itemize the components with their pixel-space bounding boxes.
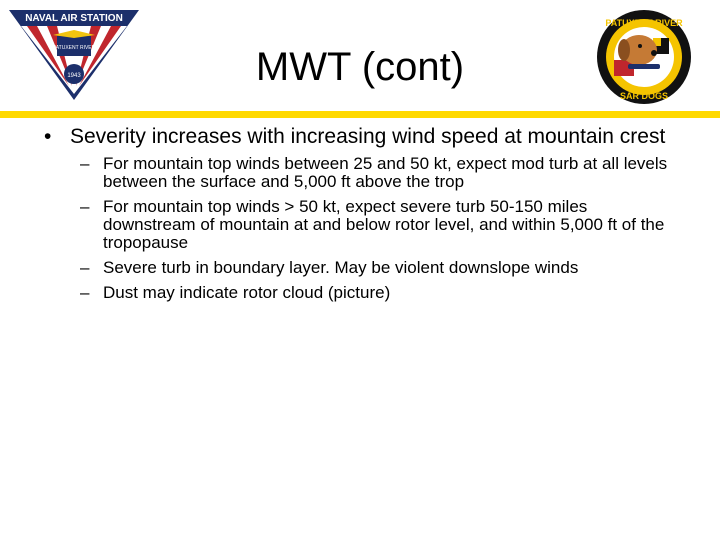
sub-bullet-dash: – (80, 154, 90, 173)
bullet-text: Severity increases with increasing wind speed at mountain crest (70, 125, 666, 148)
sub-bullet-item (30, 284, 678, 302)
sub-bullet-dash: – (80, 283, 90, 302)
slide-title: MWT (cont) (255, 45, 465, 89)
naval-air-station-logo (5, 4, 143, 102)
sub-bullet-text: For mountain top winds between 25 and 50 kt, expect mod turb at all levels between the surface and 5,000 ft above the trop (103, 154, 668, 191)
dog-collar-icon (628, 64, 660, 69)
logo-top-text: NAVAL AIR STATION (25, 13, 123, 24)
sar-logo-bottom-text: SAR DOGS (619, 91, 669, 101)
sub-bullet-item (30, 155, 678, 191)
sub-bullet-text: For mountain top winds > 50 kt, expect severe turb 50-150 miles downstream of mountain at and below rotor level, and within 5,000 ft of the tropopause (103, 197, 665, 252)
slide-body (30, 125, 680, 309)
main-bullet (30, 125, 680, 149)
sub-bullet-dash: – (80, 258, 90, 277)
dog-eye-icon (638, 44, 642, 48)
sub-bullet-item (30, 259, 678, 277)
logo-year-text: 1943 (67, 73, 81, 79)
sar-logo-top-text: PATUXENT RIVER (605, 18, 683, 28)
logo-middle-text: PATUXENT RIVER (52, 45, 96, 51)
sub-bullet-text: Dust may indicate rotor cloud (picture) (103, 283, 391, 302)
sub-bullet-text: Severe turb in boundary layer. May be violent downslope winds (103, 258, 579, 277)
dog-nose-icon (651, 50, 657, 56)
sar-dogs-logo (590, 8, 698, 106)
sub-bullet-list (30, 155, 680, 302)
sub-bullet-item (30, 198, 678, 252)
sub-bullet-dash: – (80, 197, 90, 216)
bullet-mark: • (44, 125, 52, 148)
dog-ear-icon (618, 39, 630, 61)
title-divider (0, 111, 720, 118)
